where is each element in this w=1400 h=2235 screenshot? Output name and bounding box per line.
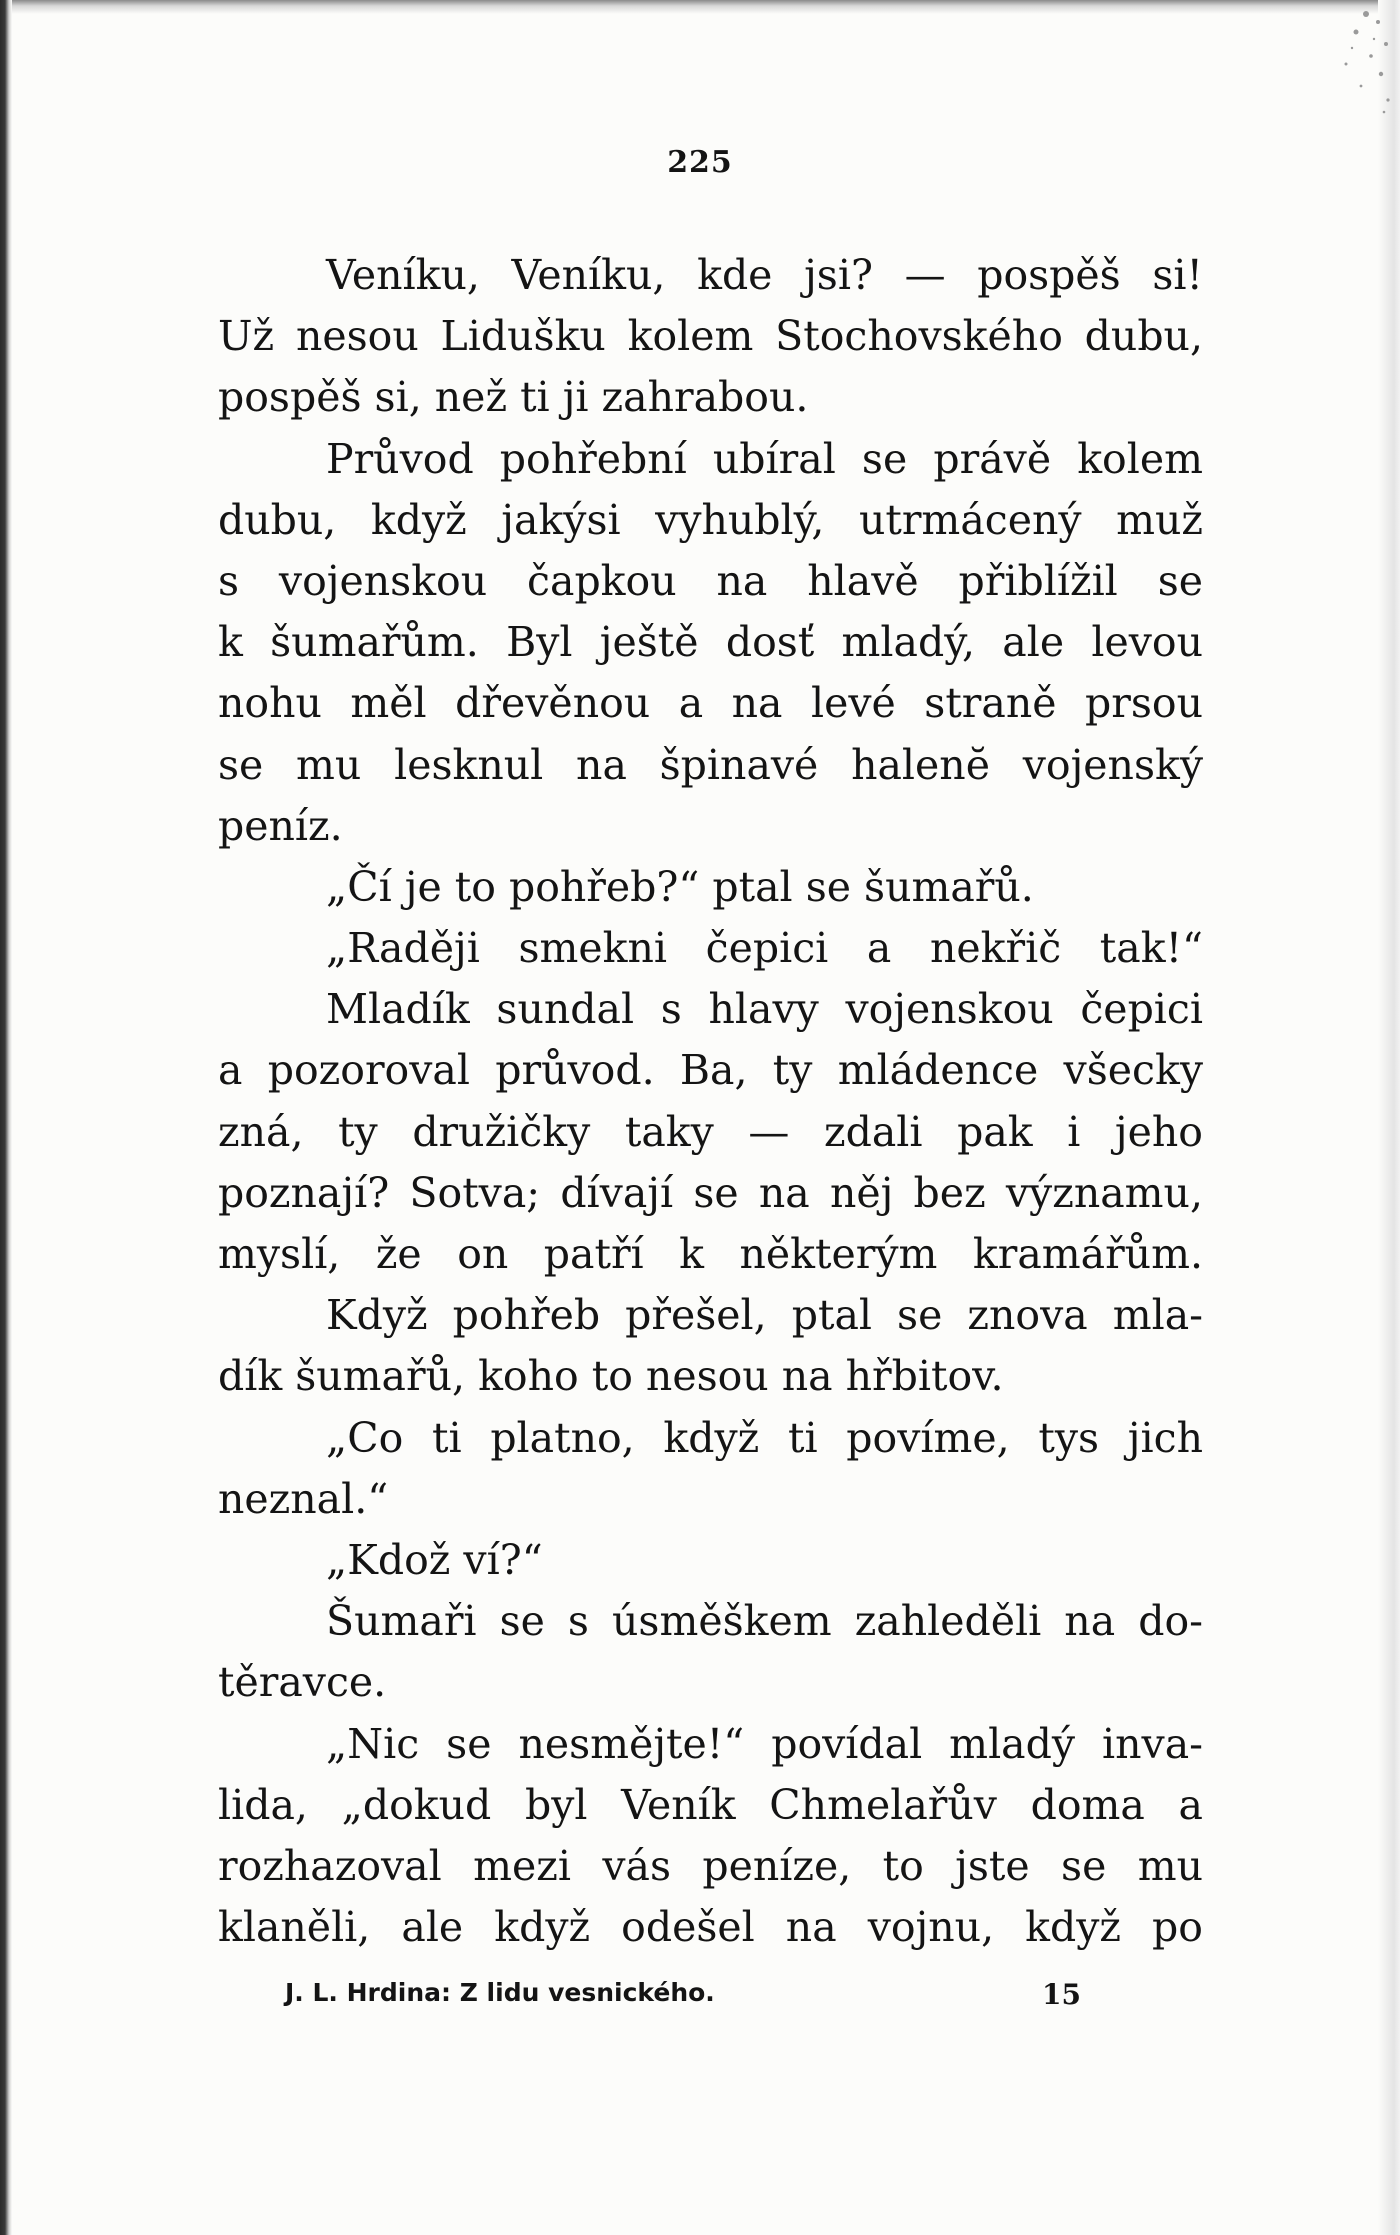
footer-signature-mark: 15	[1042, 1978, 1081, 2011]
text-line: Už nesou Lidušku kolem Stochovského dubu,	[218, 312, 1203, 361]
text-line: a pozoroval průvod. Ba, ty mládence všecky	[218, 1046, 1203, 1095]
text-line: nohu měl dřevěnou a na levé straně prsou	[218, 679, 1203, 728]
body-text	[218, 245, 1203, 1958]
text-line: myslí, že on patří k některým kramářům.	[218, 1230, 1203, 1278]
scan-edge-right	[1378, 0, 1400, 2235]
text-line: poznají? Sotva; dívají se na něj bez významu,	[218, 1168, 1203, 1217]
text-line: klaněli, ale když odešel na vojnu, když po	[218, 1903, 1203, 1952]
text-line: „Kdož ví?“	[326, 1535, 543, 1584]
scan-speckle-corner	[1286, 4, 1396, 124]
footer-book-title: J. L. Hrdina: Z lidu vesnického.	[285, 1978, 715, 2007]
text-line: Mladík sundal s hlavy vojenskou čepici	[326, 985, 1203, 1034]
page-footer	[285, 1978, 1085, 2018]
text-line: Šumaři se s úsměškem zahleděli na do-	[326, 1597, 1203, 1646]
text-line: těravce.	[218, 1658, 387, 1707]
text-line: „Raději smekni čepici a nekřič tak!“	[326, 924, 1203, 973]
text-line: dubu, když jakýsi vyhublý, utrmácený muž	[218, 495, 1203, 544]
text-line: se mu lesknul na špinavé halenĕ vojenský	[218, 740, 1203, 789]
text-line: neznal.“	[218, 1474, 389, 1523]
page-number: 225	[667, 145, 733, 180]
text-line: rozhazoval mezi vás peníze, to jste se mu	[218, 1841, 1203, 1890]
text-line: „Nic se nesmějte!“ povídal mladý inva-	[326, 1719, 1203, 1768]
text-line: s vojenskou čapkou na hlavě přiblížil se	[218, 556, 1203, 605]
text-line: Průvod pohřební ubíral se právě kolem	[326, 434, 1203, 483]
text-line: „Co ti platno, když ti povíme, tys jich	[326, 1413, 1203, 1462]
text-line: lida, „dokud byl Veník Chmelařův doma a	[218, 1780, 1203, 1829]
text-line: zná, ty družičky taky — zdali pak i jeho	[218, 1107, 1203, 1156]
text-line: pospěš si, než ti ji zahrabou.	[218, 373, 809, 422]
text-line: k šumařům. Byl ještě dosť mladý, ale levou	[218, 618, 1203, 667]
text-line: dík šumařů, koho to nesou na hřbitov.	[218, 1352, 1004, 1401]
text-line: Když pohřeb přešel, ptal se znova mla-	[326, 1291, 1203, 1340]
text-line: „Čí je to pohřeb?“ ptal se šumařů.	[326, 862, 1034, 911]
text-line: peníz.	[218, 801, 343, 850]
scan-edge-top	[0, 0, 1400, 14]
text-line: Veníku, Veníku, kde jsi? — pospěš si!	[326, 251, 1203, 299]
scan-edge-left	[0, 0, 12, 2235]
